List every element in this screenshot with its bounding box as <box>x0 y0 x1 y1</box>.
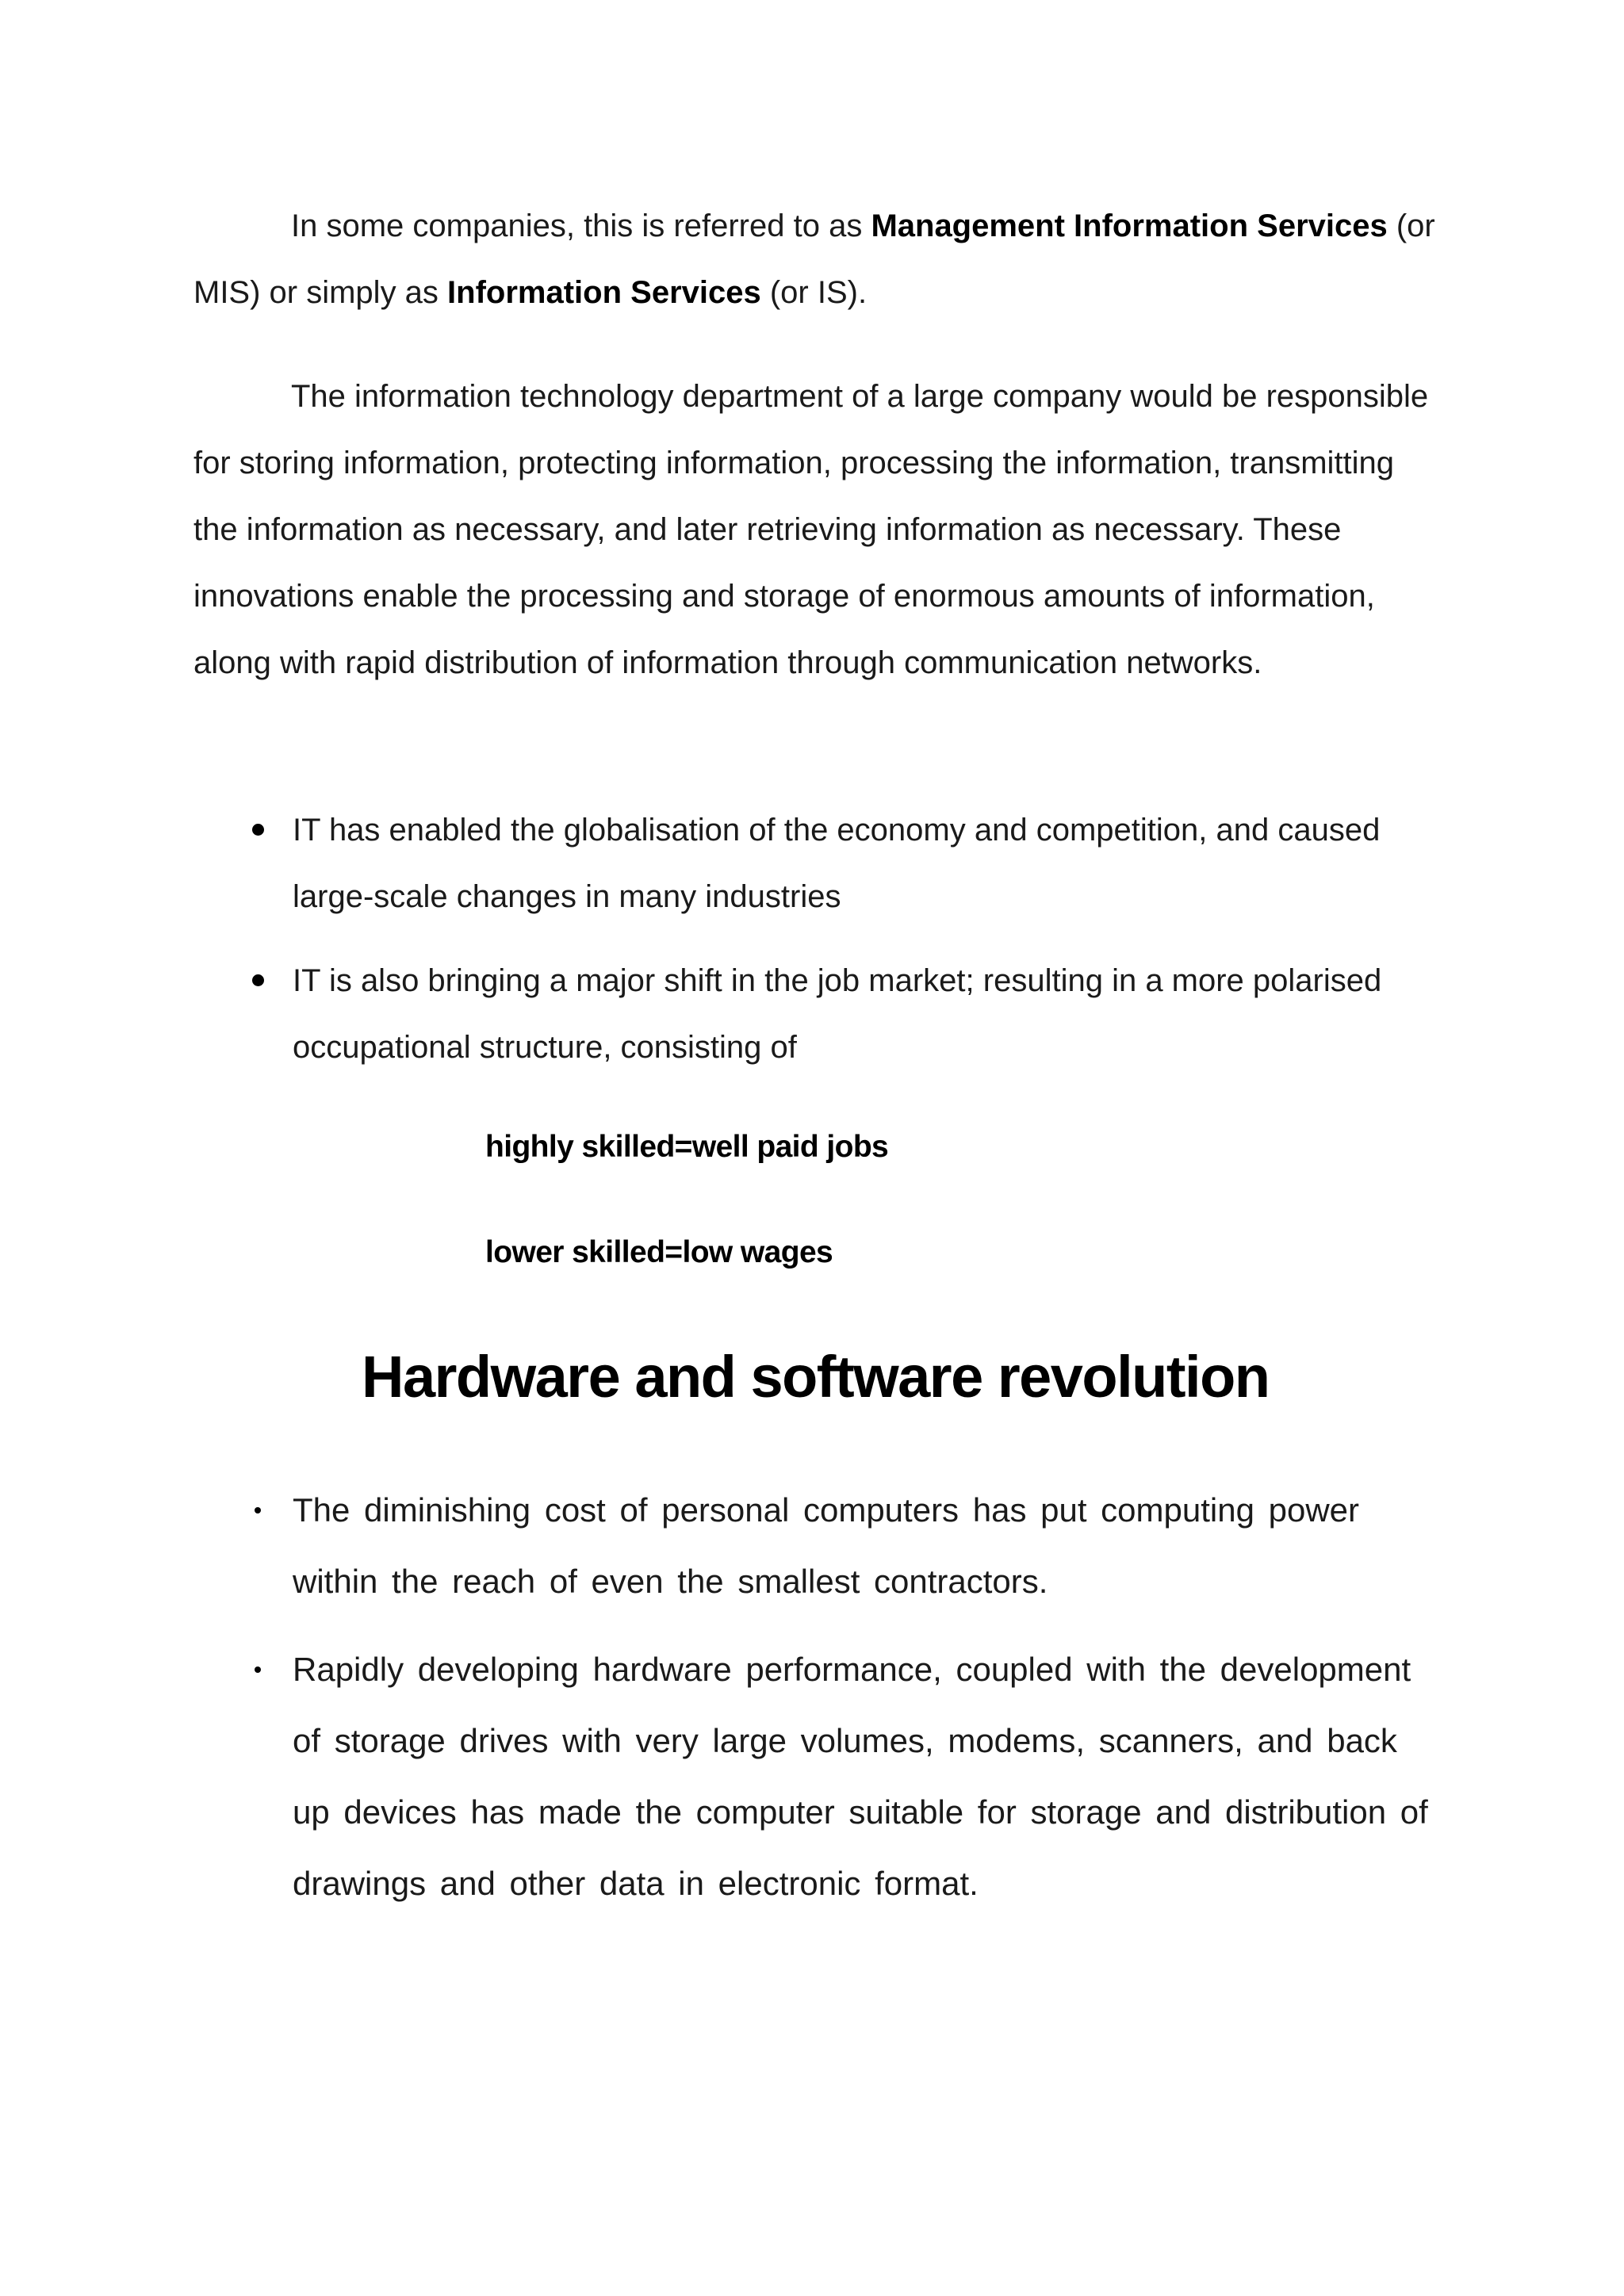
list-item <box>193 1634 1446 1919</box>
information-services-term: Information Services <box>447 275 761 310</box>
it-department-paragraph: The information technology department of a large company would be responsible for storing information, protecting information, processing the information, transmitting the information as necessary, and later retrieving information as necessary. These innovations enable the processing and storage of enormous amounts of information, along with rapid distribution of information through communication networks. <box>193 379 1429 680</box>
list-item-text: Rapidly developing hardware performance, coupled with the development of storage drives with very large volumes, modems, scanners, and back up devices has made the computer suitable for storage and distribution of drawings and other data in electronic format. <box>293 1651 1428 1902</box>
intro-text-start: In some companies, this is referred to as <box>291 209 871 243</box>
intro-text-end: (or IS). <box>760 275 868 310</box>
bullet-icon <box>246 1475 270 1546</box>
lower-skilled-line: lower skilled=low wages <box>485 1235 833 1269</box>
bullet-icon <box>246 797 270 863</box>
intro-paragraph <box>193 193 1446 326</box>
list-item-text: IT is also bringing a major shift in the job market; resulting in a more polarised occupational structure, consisting of <box>293 963 1382 1065</box>
section-heading: Hardware and software revolution <box>362 1344 1270 1410</box>
list-item <box>193 1475 1446 1617</box>
it-impact-list <box>193 797 1446 1081</box>
list-item-text: IT has enabled the globalisation of the economy and competition, and caused large-scale changes in many industries <box>293 813 1381 914</box>
management-information-services-term: Management Information Services <box>871 209 1388 243</box>
revolution-list <box>193 1475 1446 1919</box>
intro-text-middle: (or MIS) or simply as <box>193 209 1435 310</box>
list-item-text: The diminishing cost of personal computers has put computing power within the reach of even the smallest contractors. <box>293 1491 1360 1600</box>
list-item <box>193 797 1446 930</box>
bullet-icon <box>246 947 270 1014</box>
list-item <box>193 947 1446 1081</box>
highly-skilled-line: highly skilled=well paid jobs <box>485 1130 889 1164</box>
bullet-icon <box>246 1634 270 1705</box>
